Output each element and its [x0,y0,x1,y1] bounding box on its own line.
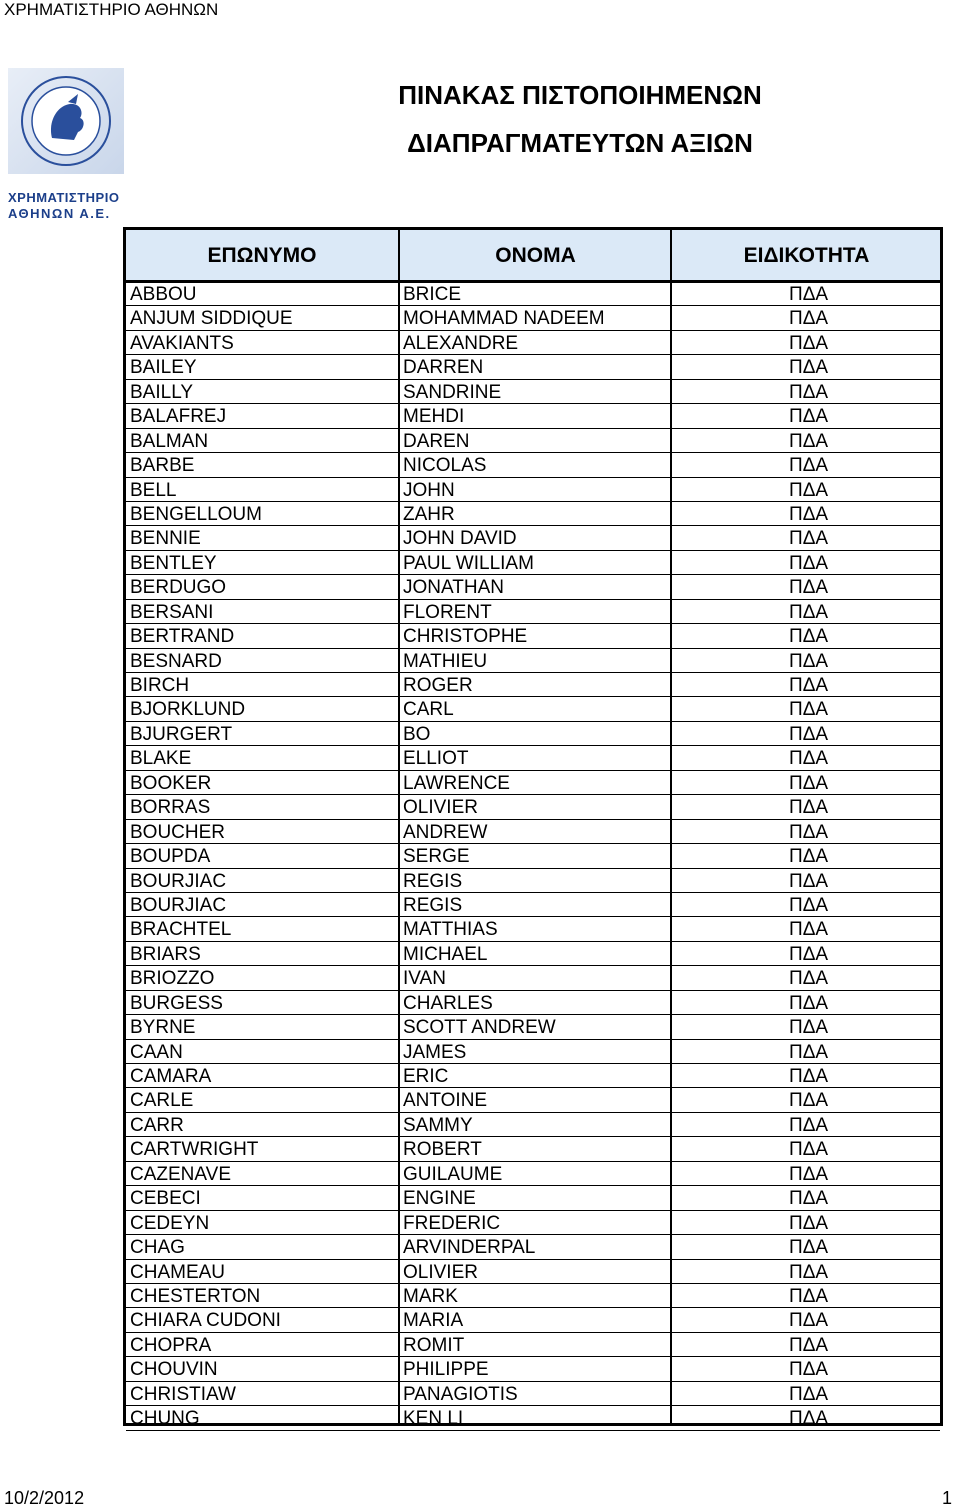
cell-surname: CAMARA [130,1066,212,1087]
cell-surname: BYRNE [130,1017,196,1039]
cell-name: REGIS [403,894,463,916]
cell-specialty: ΠΔΑ [789,675,829,696]
logo-text-line1: ΧΡΗΜΑΤΙΣΤΗΡΙΟ [8,190,120,205]
cell-name: BO [403,723,431,745]
column-header-surname: ΕΠΩΝΥΜΟ [207,244,317,267]
cell-specialty: ΠΔΑ [789,821,829,843]
cell-specialty: ΠΔΑ [789,846,829,868]
table-row [126,1382,940,1406]
cell-specialty: ΠΔΑ [789,503,829,525]
cell-name: PHILIPPE [403,1359,489,1381]
cell-specialty: ΠΔΑ [789,797,829,819]
cell-name: SANDRINE [403,381,502,403]
table-row [126,551,940,575]
cell-name: ANTOINE [403,1090,488,1112]
cell-name: ROMIT [403,1334,465,1356]
cell-name: JOHN [403,479,455,501]
cell-specialty: ΠΔΑ [789,552,829,574]
cell-surname: BJORKLUND [130,699,246,721]
cell-name: ELLIOT [403,748,469,770]
table-row [126,1260,940,1284]
cell-surname: ABBOU [130,284,197,305]
cell-surname: BERDUGO [130,577,227,599]
cell-name: ENGINE [403,1188,476,1210]
cell-surname: CARLE [130,1090,194,1112]
cell-name: ZAHR [403,503,455,525]
cell-specialty: ΠΔΑ [789,1285,829,1307]
table-row [126,1088,940,1112]
cell-name: JONATHAN [403,577,504,599]
table-row [126,355,940,379]
cell-surname: BLAKE [130,748,192,770]
table-row [126,966,940,990]
cell-name: NICOLAS [403,455,487,477]
cell-surname: BOURJIAC [130,894,227,916]
table-row [126,722,940,746]
cell-specialty: ΠΔΑ [789,968,829,990]
cell-surname: BOUCHER [130,821,226,843]
table-header [126,230,940,280]
column-header-specialty: ΕΙΔΙΚΟΤΗΤΑ [743,244,870,267]
cell-surname: BOUPDA [130,846,211,868]
cell-surname: BRIARS [130,943,201,965]
cell-surname: CEBECI [130,1188,201,1210]
cell-surname: BALMAN [130,430,209,452]
cell-name: JOHN DAVID [403,528,517,550]
table-row [126,746,940,770]
cell-specialty: ΠΔΑ [789,577,829,599]
cell-surname: BOURJIAC [130,870,227,892]
traders-table [123,227,943,1430]
cell-name: SCOTT ANDREW [403,1017,556,1039]
cell-surname: CAZENAVE [130,1163,232,1185]
cell-specialty: ΠΔΑ [789,1188,829,1210]
table-row [126,1357,940,1381]
cell-specialty: ΠΔΑ [789,381,829,403]
cell-specialty: ΠΔΑ [789,1163,829,1185]
cell-specialty: ΠΔΑ [789,870,829,892]
cell-name: MICHAEL [403,943,488,965]
table-row [126,1308,940,1332]
cell-name: IVAN [403,968,446,990]
cell-surname: BAILLY [130,381,194,403]
cell-name: CHRISTOPHE [403,626,528,648]
cell-specialty: ΠΔΑ [789,1261,829,1283]
table-row [126,942,940,966]
cell-surname: BALAFREJ [130,406,227,428]
cell-surname: CARTWRIGHT [130,1139,259,1161]
cell-name: GUILAUME [403,1163,503,1185]
cell-surname: BENNIE [130,528,201,550]
cell-surname: AVAKIANTS [130,332,234,354]
cell-specialty: ΠΔΑ [789,894,829,916]
cell-surname: BERSANI [130,601,214,623]
cell-name: FLORENT [403,601,492,623]
cell-name: PANAGIOTIS [403,1383,518,1405]
cell-specialty: ΠΔΑ [789,723,829,745]
cell-name: ERIC [403,1066,449,1087]
cell-specialty: ΠΔΑ [789,430,829,452]
cell-surname: CHIARA CUDONI [130,1310,281,1332]
cell-name: BRICE [403,284,462,305]
table-row [126,673,940,697]
table-row [126,624,940,648]
cell-surname: BIRCH [130,675,190,696]
cell-surname: BELL [130,479,177,501]
document-title-line1: ΠΙΝΑΚΑΣ ΠΙΣΤΟΠΟΙΗΜΕΝΩΝ [398,80,762,110]
footer-date: 10/2/2012 [4,1488,85,1508]
cell-name: CARL [403,699,454,721]
cell-specialty: ΠΔΑ [789,699,829,721]
table-row [126,869,940,893]
table-row [126,502,940,526]
cell-specialty: ΠΔΑ [789,748,829,770]
cell-specialty: ΠΔΑ [789,308,829,330]
cell-name: DAREN [403,430,470,452]
cell-name: ANDREW [403,821,488,843]
column-header-name: ΟΝΟΜΑ [495,244,576,267]
cell-specialty: ΠΔΑ [789,1383,829,1405]
table-row [126,1162,940,1186]
cell-name: MATTHIAS [403,919,498,941]
cell-name: DARREN [403,357,484,379]
table-row [126,1284,940,1308]
cell-surname: CEDEYN [130,1212,210,1234]
table-row [126,1186,940,1210]
table-row [126,917,940,941]
footer-page-number: 1 [941,1488,952,1508]
cell-surname: CHAG [130,1237,185,1259]
cell-name: SAMMY [403,1114,473,1136]
document-title-line2: ΔΙΑΠΡΑΓΜΑΤΕΥΤΩΝ ΑΞΙΩΝ [407,128,753,158]
cell-specialty: ΠΔΑ [789,601,829,623]
table-row [126,1406,940,1430]
cell-surname: BARBE [130,455,195,477]
logo-text-line2: ΑΘΗΝΩΝ Α.Ε. [8,206,111,221]
cell-name: MARK [403,1285,458,1307]
cell-surname: BORRAS [130,797,211,819]
hermes-badge-icon [8,68,124,174]
table-row [126,795,940,819]
table-row [126,380,940,404]
cell-name: MOHAMMAD NADEEM [403,308,605,330]
cell-surname: BAILEY [130,357,197,379]
cell-name: FREDERIC [403,1212,501,1234]
cell-name: MATHIEU [403,650,488,672]
cell-surname: CHOPRA [130,1334,212,1356]
cell-surname: CHRISTIAW [130,1383,236,1405]
table-row [126,1040,940,1064]
cell-specialty: ΠΔΑ [789,528,829,550]
table-row [126,1333,940,1357]
cell-specialty: ΠΔΑ [789,919,829,941]
cell-surname: CHAMEAU [130,1261,226,1283]
cell-specialty: ΠΔΑ [789,406,829,428]
table-row [126,331,940,355]
cell-specialty: ΠΔΑ [789,1359,829,1381]
cell-specialty: ΠΔΑ [789,1139,829,1161]
cell-surname: BENGELLOUM [130,503,262,525]
table-row [126,1211,940,1235]
cell-specialty: ΠΔΑ [789,1310,829,1332]
cell-surname: ANJUM SIDDIQUE [130,308,293,330]
table-row [126,526,940,550]
cell-specialty: ΠΔΑ [789,1408,829,1430]
cell-specialty: ΠΔΑ [789,1090,829,1112]
cell-specialty: ΠΔΑ [789,1237,829,1259]
cell-specialty: ΠΔΑ [789,332,829,354]
cell-name: PAUL WILLIAM [403,552,534,574]
cell-specialty: ΠΔΑ [789,479,829,501]
table-row [126,282,940,306]
cell-specialty: ΠΔΑ [789,992,829,1014]
table-row [126,771,940,795]
table-body [126,282,940,1431]
cell-specialty: ΠΔΑ [789,626,829,648]
table-row [126,478,940,502]
cell-surname: BJURGERT [130,723,233,745]
table-row [126,1137,940,1161]
table-row [126,1015,940,1039]
cell-name: ROGER [403,675,473,696]
cell-surname: BURGESS [130,992,223,1014]
cell-specialty: ΠΔΑ [789,1066,829,1087]
table-row [126,1113,940,1137]
cell-specialty: ΠΔΑ [789,650,829,672]
cell-specialty: ΠΔΑ [789,1114,829,1136]
cell-surname: CHOUVIN [130,1359,218,1381]
table-row [126,429,940,453]
cell-surname: CHESTERTON [130,1285,261,1307]
cell-surname: BRACHTEL [130,919,232,941]
table-row [126,697,940,721]
table-row [126,306,940,330]
table-row [126,820,940,844]
cell-name: MARIA [403,1310,464,1332]
cell-specialty: ΠΔΑ [789,455,829,477]
cell-name: ROBERT [403,1139,482,1161]
cell-surname: BERTRAND [130,626,235,648]
table-row [126,844,940,868]
cell-name: ALEXANDRE [403,332,519,354]
cell-surname: CAAN [130,1041,183,1063]
cell-surname: BENTLEY [130,552,217,574]
cell-name: REGIS [403,870,463,892]
table-row [126,575,940,599]
row-divider [126,1430,940,1431]
table-row [126,991,940,1015]
cell-name: CHARLES [403,992,493,1014]
cell-name: OLIVIER [403,1261,478,1283]
cell-specialty: ΠΔΑ [789,1334,829,1356]
cell-surname: CHUNG [130,1408,200,1430]
table-row [126,893,940,917]
cell-surname: CARR [130,1114,184,1136]
cell-name: ARVINDERPAL [403,1237,536,1259]
table-row [126,649,940,673]
cell-specialty: ΠΔΑ [789,284,829,305]
cell-specialty: ΠΔΑ [789,1017,829,1039]
table-row [126,1064,940,1088]
cell-specialty: ΠΔΑ [789,357,829,379]
table-row [126,453,940,477]
cell-specialty: ΠΔΑ [789,943,829,965]
cell-specialty: ΠΔΑ [789,1212,829,1234]
cell-surname: BESNARD [130,650,222,672]
cell-name: KEN LI [403,1408,464,1430]
cell-specialty: ΠΔΑ [789,772,829,794]
table-row [126,404,940,428]
cell-name: MEHDI [403,406,465,428]
table-row [126,600,940,624]
table-row [126,1235,940,1259]
cell-surname: BRIOZZO [130,968,215,990]
cell-name: LAWRENCE [403,772,510,794]
exchange-logo [8,68,126,220]
cell-name: JAMES [403,1041,467,1063]
cell-specialty: ΠΔΑ [789,1041,829,1063]
page-header-exchange-name: ΧΡΗΜΑΤΙΣΤΗΡΙΟ ΑΘΗΝΩΝ [4,0,219,19]
cell-name: OLIVIER [403,797,478,819]
cell-name: SERGE [403,846,470,868]
cell-surname: BOOKER [130,772,212,794]
